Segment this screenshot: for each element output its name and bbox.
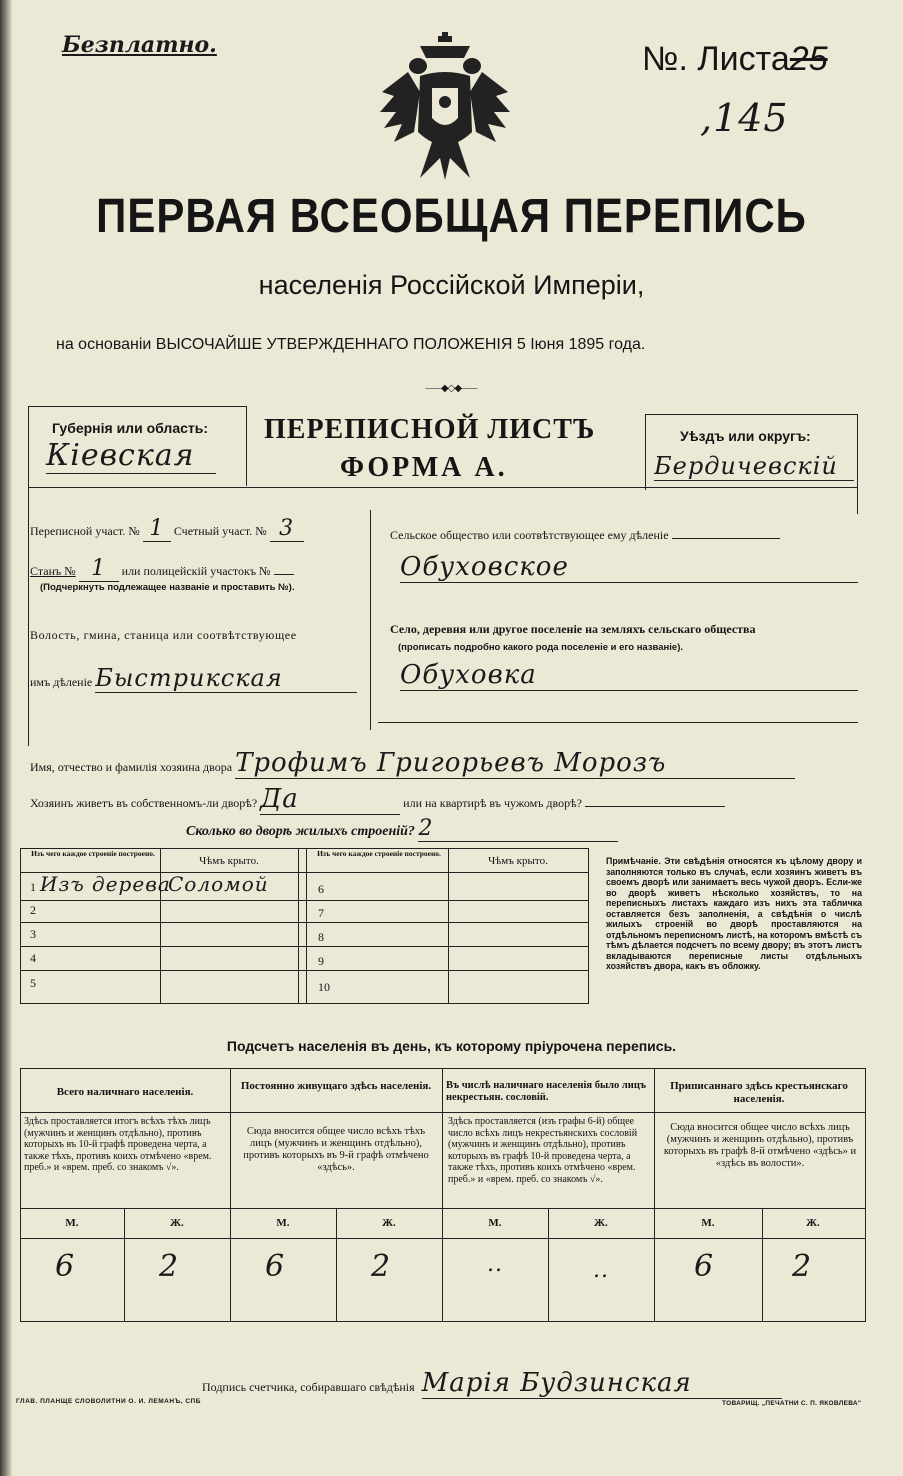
village-extra-line: [378, 722, 858, 723]
buildings-row-line-2: [20, 922, 589, 923]
building-row-number-8: 8: [318, 930, 324, 944]
village-label: Село, деревня или другое поселеніе на земляхъ сельскаго общества: [390, 622, 756, 636]
buildings-row-line-3: [20, 946, 589, 947]
ornament-divider: ⸺◆◇◆⸺: [425, 383, 477, 394]
buildings-value[interactable]: 2: [418, 816, 618, 842]
building-row-number-6: 6: [318, 882, 324, 896]
building-row-number-9: 9: [318, 954, 324, 968]
building-1-roof[interactable]: Соломой: [168, 872, 269, 896]
governorate-label: Губернія или область:: [52, 420, 209, 436]
count-peasant-m[interactable]: 6: [693, 1249, 715, 1284]
count-f-label-2: Ж.: [382, 1217, 396, 1229]
stan-note: (Подчеркнуть подлежащее названіе и проставить №).: [40, 582, 295, 593]
buildings-note: Примѣчаніе. Эти свѣдѣнія относятся къ цѣлому двору и заполняются только въ случаѣ, если хозяинъ живетъ въ своемъ дворѣ или занимаетъ весь чужой дворъ. Если-же во дворѣ живетъ нѣсколько хозяйствъ, то на переписныхъ листахъ каждаго изъ нихъ эта табличка оставляется безъ заполненія, а свѣдѣнія о числѣ жилыхъ строеній во дворѣ проставляются на отдѣльномъ переписномъ листѣ, на которомъ вмѣстѣ съ тѣмъ дѣлается подсчетъ по всему двору; въ этотъ листъ вкладываются переписные листы отдѣльныхъ хозяйствъ двора, какъ въ обложку.: [606, 856, 862, 972]
form-subtitle-box: ФОРМА А.: [340, 452, 508, 483]
village-value[interactable]: Обуховка: [400, 660, 858, 691]
signature-value[interactable]: Марія Будзинская: [422, 1368, 782, 1399]
building-row-number-10: 10: [318, 980, 330, 994]
count-col3-head: Въ числѣ наличнаго населенія было лицъ некрестьян. сословій.: [446, 1080, 647, 1104]
owner-name-value[interactable]: Трофимъ Григорьевъ Морозъ: [235, 748, 795, 779]
building-row-number-2: 2: [30, 903, 36, 917]
count-permanent-f[interactable]: 2: [370, 1249, 392, 1284]
buildings-row: [186, 816, 618, 842]
count-f-label-1: Ж.: [170, 1217, 184, 1229]
census-section-value[interactable]: 1: [143, 516, 171, 542]
form-main-title: ПЕРВАЯ ВСЕОБЩАЯ ПЕРЕПИСЬ: [96, 188, 807, 243]
count-m-label-1: М.: [65, 1217, 79, 1229]
count-section-value[interactable]: 3: [270, 516, 304, 542]
building-1-material[interactable]: Изъ дерева: [40, 872, 171, 896]
stan-value[interactable]: 1: [79, 556, 119, 582]
count-nonpeasant-m[interactable]: ..: [487, 1252, 503, 1277]
header-frame-right-divider: [645, 414, 646, 490]
double-headed-eagle-emblem: [380, 32, 510, 182]
signature-row: [202, 1368, 782, 1399]
building-row-number-4: 4: [30, 951, 36, 965]
governorate-value[interactable]: Кіевская: [46, 438, 216, 474]
count-peasant-f[interactable]: 2: [791, 1249, 813, 1284]
building-row-number-1: 1: [30, 880, 36, 894]
building-row-number-7: 7: [318, 906, 324, 920]
owner-name-row: [30, 748, 795, 779]
buildings-row-line-1: [20, 900, 589, 901]
count-total-m[interactable]: 6: [54, 1249, 76, 1284]
society-value[interactable]: Обуховское: [400, 552, 858, 583]
count-f-label-3: Ж.: [594, 1217, 608, 1229]
form-title-box: ПЕРЕПИСНОЙ ЛИСТЪ: [264, 414, 596, 445]
printer-right: ТОВАРИЩ. „ПЕЧАТНИ С. П. ЯКОВЛЕВА": [722, 1400, 862, 1407]
signature-label: Подпись счетчика, собиравшаго свѣдѣнія: [202, 1380, 415, 1394]
count-table-mf-line: [20, 1238, 866, 1239]
frame-right-edge: [857, 414, 858, 514]
owner-rent-blank[interactable]: [585, 806, 725, 807]
count-f-label-4: Ж.: [806, 1217, 820, 1229]
count-total-f[interactable]: 2: [158, 1249, 180, 1284]
buildings-label: Сколько во дворѣ жилыхъ строеній?: [186, 824, 415, 839]
village-note: (прописать подробно какого рода поселеніе и его названіе).: [398, 642, 684, 653]
header-frame-left-divider: [246, 406, 247, 486]
count-col1-head: Всего наличнаго населенія.: [56, 1086, 194, 1098]
buildings-col-material-left: Изъ чего каждое строеніе построено.: [31, 849, 155, 858]
volost-row: [30, 664, 357, 693]
stan-row: [30, 556, 294, 582]
police-label: или полицейскій участокъ №: [121, 564, 271, 578]
society-row: [390, 528, 780, 543]
sheet-number: [642, 40, 828, 79]
count-table-body-line: [20, 1208, 866, 1209]
count-m-label-3: М.: [488, 1217, 502, 1229]
buildings-col-roof-right: Чѣмъ крыто.: [488, 855, 548, 867]
count-col1-body: Здѣсь проставляется итогъ всѣхъ тѣхъ лицъ (мужчинъ и женщинъ отдѣльно), противъ которыхъ въ 10-й графѣ проведена черта, а также тѣхъ, противъ коихъ отмѣчено «врем. преб.» и «врем. преб. со знакомъ √».: [24, 1116, 212, 1173]
owner-name-label: Имя, отчество и фамилія хозяина двора: [30, 760, 233, 774]
buildings-row-line-4: [20, 970, 589, 971]
sheet-number-struck: 25: [789, 40, 828, 78]
count-section-label: Счетный участ. №: [173, 524, 267, 538]
volost-label-2: имъ дѣленіе: [30, 675, 93, 689]
header-frame-top-right: [645, 414, 857, 415]
buildings-col-material-right: Изъ чего каждое строеніе построено.: [317, 849, 441, 858]
police-value-blank[interactable]: [274, 574, 294, 575]
count-nonpeasant-f[interactable]: ..: [593, 1258, 609, 1283]
owner-own-label: Хозяинъ живетъ въ собственномъ-ли дворѣ?: [30, 796, 258, 810]
census-section-label: Переписной участ. №: [30, 524, 140, 538]
society-label: Сельское общество или соотвѣтствующее ему дѣленіе: [390, 528, 669, 542]
volost-label: Волость, гмина, станица или соотвѣтствующее: [30, 628, 297, 642]
frame-left-edge: [28, 406, 29, 746]
uezd-value[interactable]: Бердичевскій: [654, 452, 854, 481]
count-heading: Подсчетъ населенія въ день, къ которому пріурочена перепись.: [226, 1038, 677, 1054]
middle-column-divider: [370, 510, 371, 730]
owner-own-row: [30, 784, 725, 815]
building-row-number-5: 5: [30, 976, 36, 990]
count-col4-head: Приписаннаго здѣсь крестьянскаго населенія.: [670, 1080, 848, 1105]
sheet-number-label: №. Листа: [642, 40, 790, 78]
count-col2-head: Постоянно живущаго здѣсь населенія.: [240, 1080, 432, 1092]
count-col3-body: Здѣсь проставляется (изъ графы 6-й) общее число всѣхъ лицъ некрестьянскихъ сословій (мужчинъ и женщинъ отдѣльно), противъ которыхъ въ графѣ 10-й проведена черта, а также тѣхъ, противъ коихъ отмѣчено «врем. преб.» и «врем. преб. со знакомъ √».: [448, 1116, 638, 1185]
uezd-label: Уѣздъ или округъ:: [680, 428, 811, 444]
printer-left: ГЛАВ. ПЛАНЩЕ СЛОВОЛИТНИ О. И. ЛЕМАНЪ, СПБ: [16, 1398, 201, 1405]
building-row-number-3: 3: [30, 927, 36, 941]
count-table-head-line: [20, 1112, 866, 1113]
volost-value[interactable]: Быстрикская: [95, 664, 357, 693]
count-col4-body: Сюда вносится общее число всѣхъ лицъ (мужчинъ и женщинъ отдѣльно), противъ которыхъ въ графѣ 8-й отмѣчено «здѣсь» и «здѣсь въ волости».: [663, 1122, 857, 1170]
count-m-label-4: М.: [701, 1217, 715, 1229]
header-frame-top-left: [28, 406, 246, 407]
owner-own-value[interactable]: Да: [260, 784, 400, 815]
count-table-col-div-2: [442, 1068, 443, 1322]
sheet-number-handwritten: ,145: [700, 96, 789, 140]
count-m-label-2: М.: [276, 1217, 290, 1229]
owner-rent-label: или на квартирѣ въ чужомъ дворѣ?: [403, 796, 582, 810]
form-subtitle: населенія Россійской Имперіи,: [258, 270, 645, 300]
census-section-row: [30, 516, 304, 542]
free-label: Безплатно.: [62, 32, 217, 58]
society-blank: [672, 538, 780, 539]
basis-line: на основаніи ВЫСОЧАЙШЕ УТВЕРЖДЕННАГО ПОЛОЖЕНІЯ 5 Іюня 1895 года.: [56, 336, 646, 353]
frame-middle-line: [28, 487, 857, 488]
count-col2-body: Сюда вносится общее число всѣхъ тѣхъ лицъ (мужчинъ и женщинъ отдѣльно), противъ которыхъ въ 9-й графѣ отмѣчено «здѣсь».: [243, 1126, 429, 1174]
buildings-col-roof-left: Чѣмъ крыто.: [199, 855, 259, 867]
stan-label: Станъ №: [30, 564, 76, 578]
count-permanent-m[interactable]: 6: [264, 1249, 286, 1284]
